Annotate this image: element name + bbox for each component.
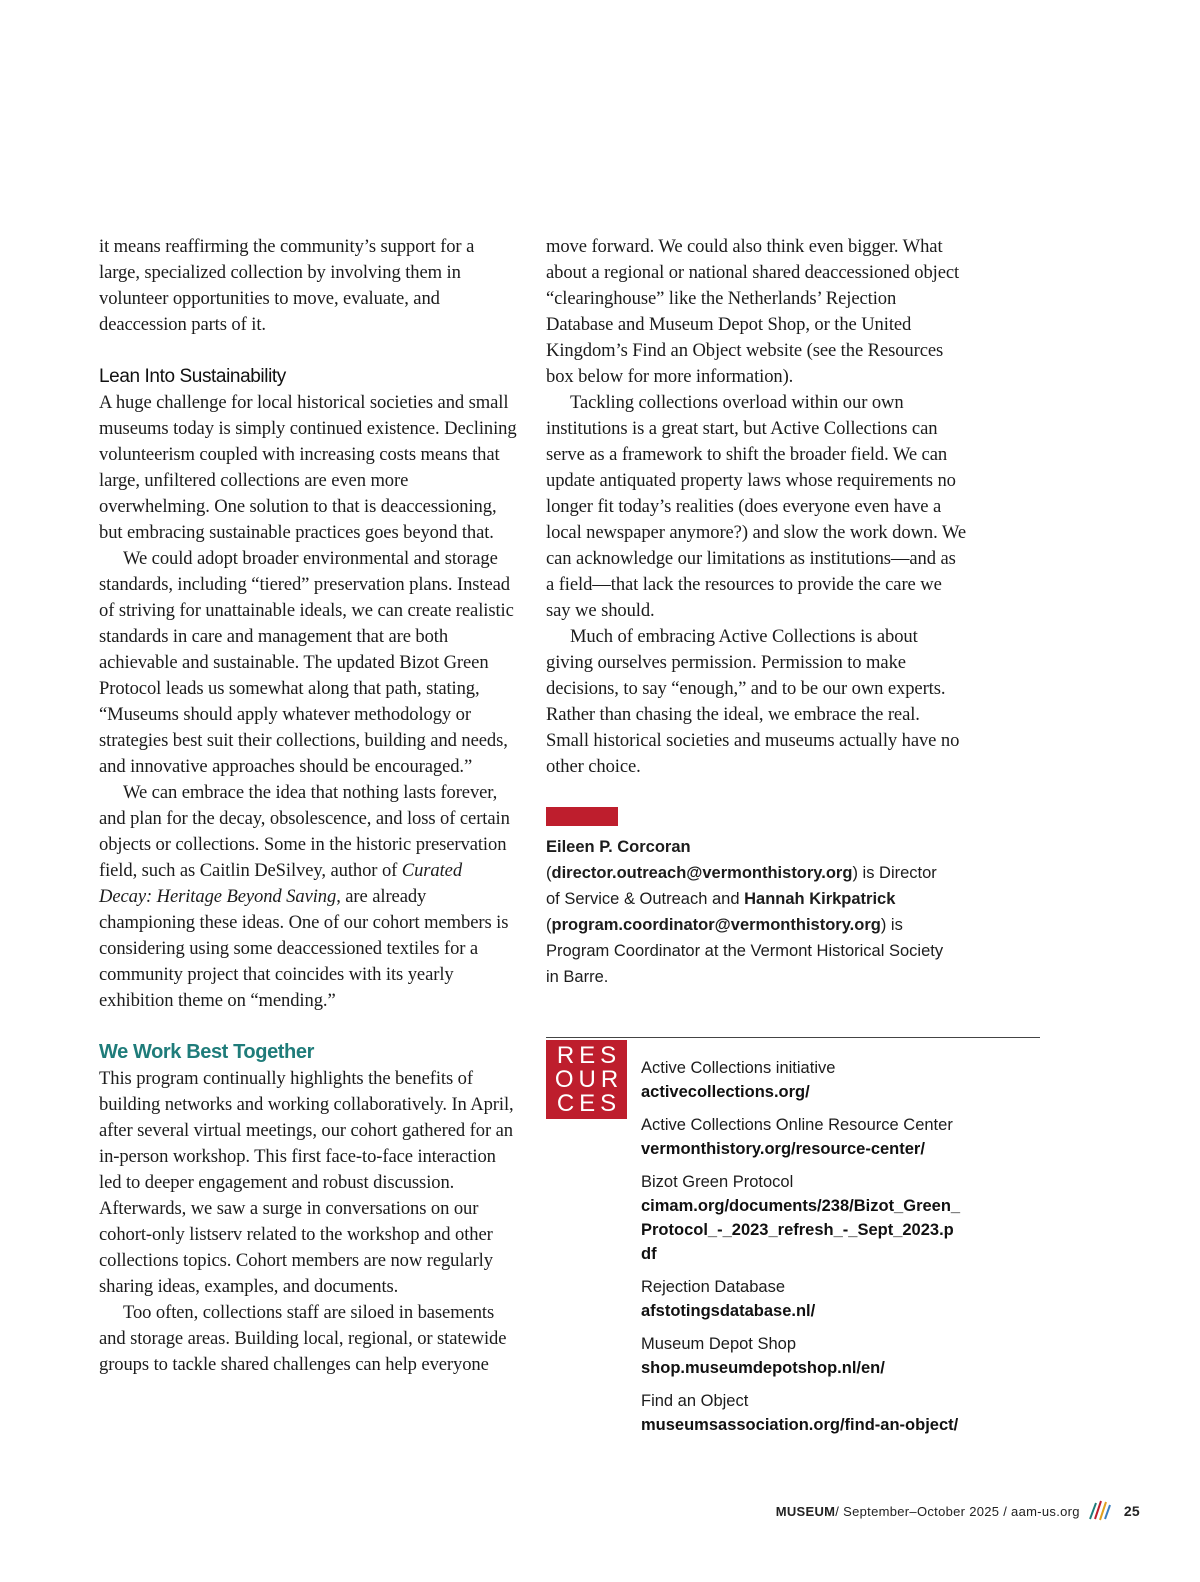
body-paragraph: it means reaffirming the community’s support for a large, specialized collection by involving them in volunteer opportunities to move, evaluate, and deaccession parts of it.	[99, 236, 475, 335]
resource-title: Bizot Green Protocol	[641, 1173, 794, 1191]
author-name: Hannah Kirkpatrick	[744, 890, 896, 908]
author-name: Eileen P. Corcoran	[546, 838, 691, 856]
resource-link[interactable]: vermonthistory.org/resource-center/	[641, 1140, 925, 1158]
author-role: is Director of Service & Outreach and	[546, 864, 937, 908]
magazine-name: MUSEUM	[775, 1503, 836, 1519]
page-number: 25	[1123, 1503, 1140, 1519]
resource-item	[641, 1056, 1041, 1104]
right-column	[546, 234, 966, 780]
body-text: , are already championing these ideas. One of our cohort members is considering using some deaccessioned textiles for a community project that coincides with its yearly exhibition theme on “mending.”	[99, 886, 509, 1011]
body-paragraph: A huge challenge for local historical societies and small museums today is simply continued existence. Declining volunteerism coupled with increasing costs means that large, unfiltered collections are even more overwhelming. One solution to that is deaccessioning, but embracing sustainable practices goes beyond that.	[99, 392, 517, 543]
resources-rule	[546, 1037, 1040, 1038]
body-text: We can embrace the idea that nothing lasts forever, and plan for the decay, obsolescence, and loss of certain objects or collections. Some in the historic preservation field, such as Caitlin DeSilvey, author of	[99, 782, 510, 881]
resource-link[interactable]: shop.museumdepotshop.nl/en/	[641, 1359, 885, 1377]
left-column	[99, 234, 519, 1378]
resource-title: Find an Object	[641, 1392, 749, 1410]
bio-divider-bar	[546, 807, 618, 826]
resource-title: Active Collections initiative	[641, 1059, 836, 1077]
body-paragraph: Much of embracing Active Collections is about giving ourselves permission. Permission to make decisions, to say “enough,” and to be our own experts. Rather than chasing the ideal, we embrace the real. Small historical societies and museums actually have no other choice.	[546, 626, 960, 777]
author-role: is Program Coordinator at the Vermont Historical Society in Barre.	[546, 916, 944, 986]
body-paragraph	[99, 780, 519, 1014]
resources-logo	[546, 1040, 627, 1119]
resources-logo-row: RES	[556, 1041, 622, 1069]
resource-link[interactable]: afstotingsdatabase.nl/	[641, 1302, 816, 1320]
resource-item	[641, 1170, 1041, 1266]
body-paragraph: move forward. We could also think even bigger. What about a regional or national shared deaccessioned object “clearinghouse” like the Netherlands’ Rejection Database and Museum Depot Shop, or the United Kingdom’s Find an Object website (see the Resources box below for more information).	[546, 236, 960, 387]
author-email[interactable]: director.outreach@vermonthistory.org	[551, 864, 853, 882]
resource-item	[641, 1389, 1041, 1437]
resource-title: Rejection Database	[641, 1278, 786, 1296]
resource-item	[641, 1275, 1041, 1323]
page-footer	[776, 1500, 1140, 1522]
resources-logo-row: CES	[556, 1089, 622, 1117]
resources-logo-row: OUR	[554, 1065, 624, 1093]
body-paragraph: We could adopt broader environmental and storage standards, including “tiered” preservation plans. Instead of striving for unattainable ideals, we can create realistic standards in care and management that are both achievable and sustainable. The updated Bizot Green Protocol leads us somewhat along that path, stating, “Museums should apply whatever methodology or strategies best suit their collections, building and needs, and innovative approaches should be encouraged.”	[99, 548, 514, 777]
aam-logo-icon	[1088, 1499, 1112, 1524]
resource-link[interactable]: museumsassociation.org/find-an-object/	[641, 1416, 959, 1434]
resource-title: Active Collections Online Resource Center	[641, 1116, 953, 1134]
resources-list	[641, 1056, 1041, 1446]
resource-item	[641, 1332, 1041, 1380]
body-paragraph: This program continually highlights the benefits of building networks and working collaboratively. In April, after several virtual meetings, our cohort gathered for an in-person workshop. This first face-to-face interaction led to deeper engagement and robust discussion. Afterwards, we saw a surge in conversations on our cohort-only listserv related to the workshop and other collections topics. Cohort members are now regularly sharing ideas, examples, and documents.	[99, 1068, 514, 1297]
author-email[interactable]: program.coordinator@vermonthistory.org	[551, 916, 881, 934]
book-title: Curated Decay: Heritage Beyond Saving	[99, 860, 463, 907]
section-heading-together: We Work Best Together	[99, 1041, 314, 1063]
subheading-sustainability: Lean Into Sustainability	[99, 366, 286, 387]
resource-title: Museum Depot Shop	[641, 1335, 797, 1353]
issue-info: / September–October 2025 / aam-us.org	[835, 1503, 1080, 1519]
body-paragraph: Tackling collections overload within our own institutions is a great start, but Active Collections can serve as a framework to shift the broader field. We can update antiquated property laws whose requirements no longer fit today’s realities (does everyone even have a local newspaper anymore?) and slow the work down. We can acknowledge our limitations as institutions—and as a field—that lack the resources to provide the care we say we should.	[546, 392, 966, 621]
resource-item	[641, 1113, 1041, 1161]
author-bio: Eileen P. Corcoran (director.outreach@vermonthistory.org) is Director of Service & Outreach and Hannah Kirkpatrick (program.coordinator@vermonthistory.org) is Program Coordinator at the Vermont Historical Society in Barre.	[546, 838, 944, 986]
body-paragraph: Too often, collections staff are siloed in basements and storage areas. Building local, regional, or statewide groups to tackle shared challenges can help everyone	[99, 1302, 507, 1375]
resource-link[interactable]: activecollections.org/	[641, 1083, 810, 1101]
resource-link[interactable]: cimam.org/documents/238/Bizot_Green_Protocol_-_2023_refresh_-_Sept_2023.pdf	[641, 1197, 961, 1263]
